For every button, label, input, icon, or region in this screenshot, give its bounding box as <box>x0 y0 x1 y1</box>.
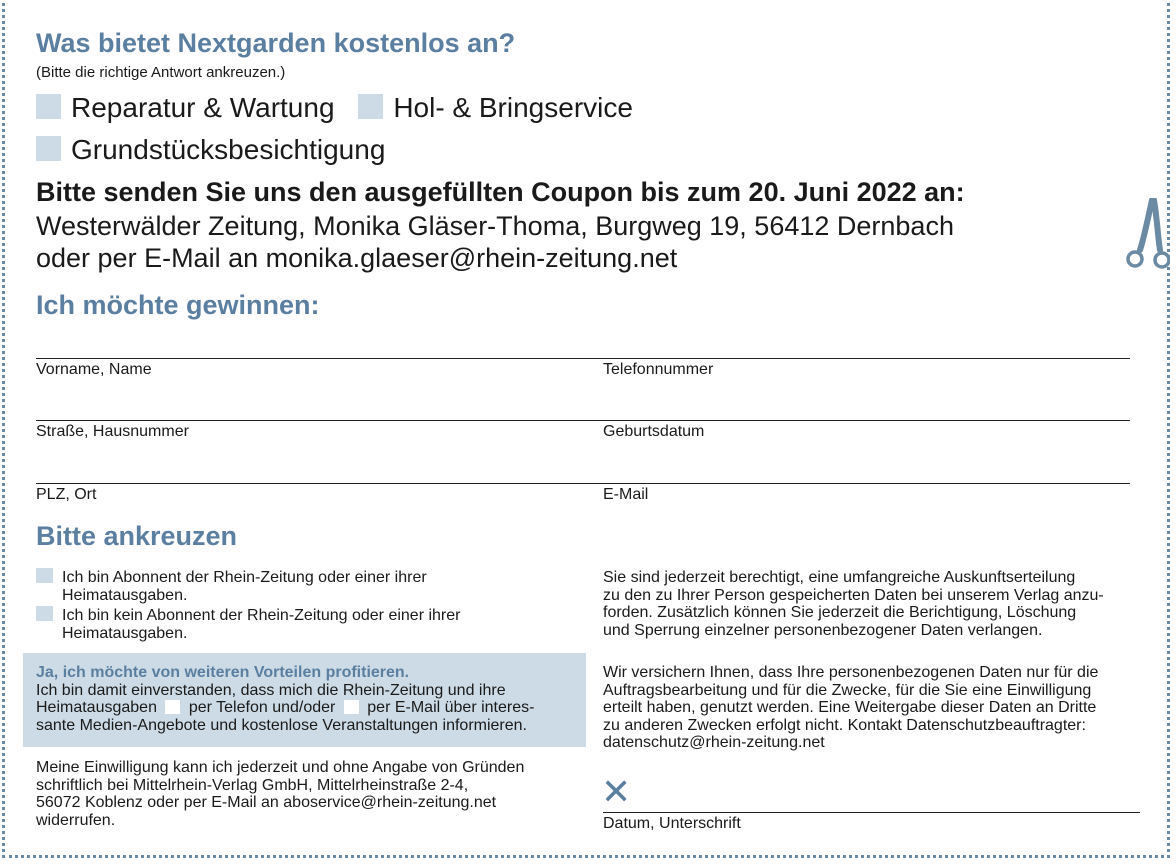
consent-email-checkbox[interactable] <box>344 700 359 714</box>
field-label-phone: Telefonnummer <box>603 361 714 378</box>
signature-label: Datum, Unterschrift <box>603 815 741 832</box>
option-checkbox-inspection[interactable] <box>36 136 61 161</box>
option-checkbox-repair[interactable] <box>36 94 61 119</box>
option-checkbox-pickup[interactable] <box>358 94 383 119</box>
send-email: oder per E-Mail an monika.glaeser@rhein-zeitung.net <box>36 243 678 273</box>
privacy-text: Wir versichern Ihnen, dass Ihre personenbezogenen Daten nur für die Auftragsbearbeitung und für die Zwecke, für die Sie eine Einwilligung erteilt haben, genutzt werden. Eine Weitergabe dieser Daten an Dritte zu anderen Zwecken erfolgt nicht. Kontakt Datenschutzbeauftragter: datenschutz@rhein-zeitung.net <box>603 664 1099 751</box>
question-title: Was bietet Nextgarden kostenlos an? <box>36 28 516 58</box>
field-line-1 <box>36 358 1130 359</box>
option-label-repair: Reparatur & Wartung <box>71 92 335 123</box>
consent-text: Ja, ich möchte von weiteren Vorteilen profitieren. Ich bin damit einverstanden, dass mich die Rhein-Zeitung und ihre Heimatausgaben per Telefon und/oder per E-Mail über interes- sante Medien-Angebote und kostenlose Veranstaltungen informieren. <box>36 664 535 734</box>
form-title: Ich möchte gewinnen: <box>36 290 320 320</box>
non-subscriber-checkbox[interactable] <box>36 606 53 621</box>
signature-cross-icon: ✕ <box>601 771 632 812</box>
consent-title: Ja, ich möchte von weiteren Vorteilen profitieren. <box>36 664 410 681</box>
option-label-inspection: Grundstücksbesichtigung <box>71 134 386 165</box>
option-row-1 <box>36 92 633 124</box>
subscriber-checkbox[interactable] <box>36 568 53 583</box>
field-label-name: Vorname, Name <box>36 361 152 378</box>
rights-text: Sie sind jederzeit berechtigt, eine umfangreiche Auskunftserteilung zu den zu Ihrer Person gespeicherten Daten bei unserem Verlag anzu- forden. Zusätzlich können Sie jederzeit die Berichtigung, Löschung und Sperrung einzelner personenbezogener Daten verlangen. <box>603 569 1104 639</box>
signature-line[interactable] <box>603 812 1140 813</box>
scissors-icon <box>1124 198 1170 272</box>
field-label-street: Straße, Hausnummer <box>36 423 189 440</box>
non-subscriber-label: Ich bin kein Abonnent der Rhein-Zeitung oder einer ihrer Heimatausgaben. <box>62 607 461 642</box>
option-label-pickup: Hol- & Bringservice <box>393 92 633 123</box>
field-line-3 <box>36 483 1130 484</box>
field-line-2 <box>36 420 1130 421</box>
question-hint: (Bitte die richtige Antwort ankreuzen.) <box>36 64 286 81</box>
field-label-city: PLZ, Ort <box>36 486 97 503</box>
send-address: Westerwälder Zeitung, Monika Gläser-Thoma, Burgweg 19, 56412 Dernbach <box>36 211 954 241</box>
revoke-text: Meine Einwilligung kann ich jederzeit und ohne Angabe von Gründen schriftlich bei Mittelrhein-Verlag GmbH, Mittelrheinstraße 2-4, 56072 Koblenz oder per E-Mail an aboservice@rhein-zeitung.net widerrufen. <box>36 759 525 829</box>
checkbox-section-title: Bitte ankreuzen <box>36 521 238 551</box>
field-label-email: E-Mail <box>603 486 649 503</box>
send-heading: Bitte senden Sie uns den ausgefüllten Coupon bis zum 20. Juni 2022 an: <box>36 177 965 207</box>
option-row-2 <box>36 134 385 166</box>
subscriber-label: Ich bin Abonnent der Rhein-Zeitung oder einer ihrer Heimatausgaben. <box>62 569 427 604</box>
field-label-birthdate: Geburtsdatum <box>603 423 705 440</box>
consent-phone-checkbox[interactable] <box>165 700 180 714</box>
